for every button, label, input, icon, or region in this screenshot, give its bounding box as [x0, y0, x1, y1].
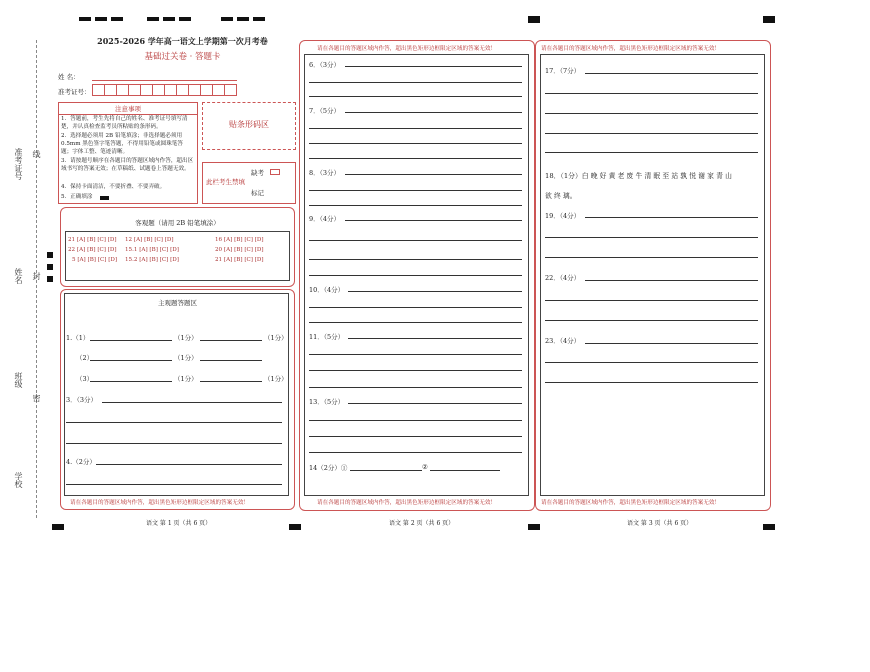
answer-line[interactable]	[66, 422, 282, 423]
answer-line[interactable]	[200, 340, 262, 341]
side-label-seal: 封	[32, 272, 41, 280]
page-footer: 语文 第 2 页（共 6 页）	[389, 520, 455, 527]
answer-line[interactable]	[309, 128, 522, 129]
answer-line[interactable]	[348, 291, 522, 292]
barcode-area	[202, 102, 296, 150]
page-footer: 语文 第 1 页（共 6 页）	[146, 520, 212, 527]
answer-line[interactable]	[585, 73, 758, 74]
answer-line[interactable]	[585, 343, 758, 344]
timing-mark	[763, 524, 775, 530]
answer-line[interactable]	[309, 322, 522, 323]
answer-line[interactable]	[545, 362, 758, 363]
timing-mark	[763, 16, 775, 23]
q1-2-label: （2）	[76, 354, 94, 362]
option-row[interactable]: 22 [A] [B] [C] [D]	[68, 247, 117, 253]
timing-mark	[95, 17, 107, 21]
answer-line[interactable]	[430, 470, 500, 471]
timing-mark	[528, 16, 540, 23]
answer-line[interactable]	[200, 360, 262, 361]
option-row[interactable]: 20 [A] [B] [C] [D]	[215, 247, 264, 253]
answer-line[interactable]	[545, 237, 758, 238]
subjective-title: 主观题答题区	[158, 299, 197, 307]
side-label-class: 班级	[14, 372, 23, 388]
answer-line[interactable]	[309, 82, 522, 83]
answer-line[interactable]	[348, 338, 522, 339]
q4-label: 4.（2分）	[66, 458, 96, 466]
answer-line[interactable]	[350, 470, 422, 471]
option-row[interactable]: 21 [A] [B] [C] [D]	[215, 257, 264, 263]
answer-line[interactable]	[345, 220, 522, 221]
option-row[interactable]: 5 [A] [B] [C] [D]	[72, 257, 118, 263]
answer-line[interactable]	[309, 307, 522, 308]
answer-line[interactable]	[585, 217, 758, 218]
option-row[interactable]: 15.1 [A] [B] [C] [D]	[125, 247, 179, 253]
timing-mark	[179, 17, 191, 21]
q17-label: 17．（7分）	[545, 67, 581, 75]
warning-text: 请在各题目的答题区域内作答，超出黑色矩形边框限定区域的答案无效！	[317, 46, 497, 52]
answer-line[interactable]	[309, 240, 522, 241]
note-item: 1．答题前，考生先将自己的姓名、准考证号填写清楚，并认真检查监考员所粘贴的条形码。	[61, 116, 188, 131]
answer-line[interactable]	[102, 402, 282, 403]
warning-text: 请在各题目的答题区域内作答，超出黑色矩形边框限定区域的答案无效！	[70, 500, 250, 506]
option-row[interactable]: 15.2 [A] [B] [C] [D]	[125, 257, 179, 263]
timing-mark	[163, 17, 175, 21]
q18-text: 18．（1分）白 晚 好 黄 老 废 牛 清 眠 至 站 孰 悦 谢 家 青 山	[545, 172, 732, 180]
answer-line[interactable]	[90, 360, 172, 361]
answer-line[interactable]	[309, 436, 522, 437]
notes-title: 注意事项	[59, 103, 197, 115]
score-label: （1分）	[174, 375, 198, 383]
answer-line[interactable]	[309, 190, 522, 191]
answer-line[interactable]	[309, 354, 522, 355]
timing-mark	[52, 524, 64, 530]
answer-line[interactable]	[200, 381, 262, 382]
warning-text: 请在各题目的答题区域内作答，超出黑色矩形边框限定区域的答案无效！	[541, 500, 721, 506]
absent-label: 缺考	[251, 169, 264, 177]
timing-mark	[79, 17, 91, 21]
side-label-line: 线	[32, 150, 41, 158]
answer-line[interactable]	[90, 381, 172, 382]
note-item: 2．选择题必须用 2B 铅笔填涂；非选择题必须用 0.5mm 黑色签字笔答题，不得用铅笔或圆珠笔答题；字体工整、笔迹清晰。	[61, 133, 183, 156]
answer-line[interactable]	[66, 443, 282, 444]
note-item: 5．正确填涂	[61, 194, 93, 200]
answer-line[interactable]	[545, 257, 758, 258]
score-label: （1分）	[264, 375, 288, 383]
answer-line[interactable]	[348, 403, 522, 404]
exam-id-label: 准考证号：	[58, 88, 91, 96]
warning-text: 请在各题目的答题区域内作答，超出黑色矩形边框限定区域的答案无效！	[541, 46, 721, 52]
answer-line[interactable]	[545, 300, 758, 301]
warning-text: 请在各题目的答题区域内作答，超出黑色矩形边框限定区域的答案无效！	[317, 500, 497, 506]
page-title: 2025-2026 学年高一语文上学期第一次月考卷	[97, 36, 268, 46]
timing-mark	[237, 17, 249, 21]
filled-sample	[100, 196, 109, 200]
answer-line[interactable]	[309, 143, 522, 144]
absent-checkbox[interactable]	[270, 169, 280, 175]
timing-mark	[221, 17, 233, 21]
timing-mark	[253, 17, 265, 21]
q23-label: 23．（4分）	[545, 337, 581, 345]
name-field[interactable]	[92, 80, 237, 81]
score-label: （1分）	[174, 334, 198, 342]
option-row[interactable]: 21 [A] [B] [C] [D]	[68, 237, 117, 243]
answer-line[interactable]	[309, 420, 522, 421]
answer-line[interactable]	[309, 370, 522, 371]
score-label: （1分）	[174, 354, 198, 362]
q13-label: 13．（5分）	[309, 398, 345, 406]
absent-mark-label: 标记	[251, 189, 264, 197]
side-mark	[47, 252, 53, 258]
side-mark	[47, 276, 53, 282]
q19-label: 19．（4分）	[545, 212, 581, 220]
q18-text-cont: 欲 终 璃。	[545, 192, 577, 200]
answer-line[interactable]	[345, 66, 522, 67]
answer-line[interactable]	[309, 387, 522, 388]
answer-line[interactable]	[545, 320, 758, 321]
q14-part2-label: ②	[422, 463, 428, 471]
q9-label: 9．（4分）	[309, 215, 341, 223]
answer-line[interactable]	[545, 152, 758, 153]
q7-label: 7．（5分）	[309, 107, 341, 115]
answer-line[interactable]	[545, 113, 758, 114]
page-footer: 语文 第 3 页（共 6 页）	[627, 520, 693, 527]
q1-3-label: （3）	[76, 375, 94, 383]
page-subtitle: 基础过关卷 · 答题卡	[144, 52, 221, 62]
timing-mark	[147, 17, 159, 21]
answer-line[interactable]	[309, 205, 522, 206]
answer-line[interactable]	[309, 452, 522, 453]
timing-mark	[111, 17, 123, 21]
subjective-inner	[64, 293, 289, 496]
side-label-exam-id: 准考证号	[14, 148, 23, 180]
q1-label: 1.（1）	[66, 334, 90, 342]
answer-line[interactable]	[309, 259, 522, 260]
answer-line[interactable]	[66, 484, 282, 485]
name-label: 姓 名：	[58, 73, 80, 81]
answer-line[interactable]	[345, 112, 522, 113]
objective-title: 客观题（请用 2B 铅笔填涂）	[135, 219, 220, 227]
q11-label: 11．（5分）	[309, 333, 345, 341]
q8-label: 8．（3分）	[309, 169, 341, 177]
timing-mark	[528, 524, 540, 530]
side-label-name: 姓名	[14, 268, 23, 284]
answer-line[interactable]	[545, 93, 758, 94]
barcode-label: 贴条形码区	[229, 120, 269, 129]
q10-label: 10．（4分）	[309, 286, 345, 294]
answer-line[interactable]	[585, 280, 758, 281]
answer-line[interactable]	[90, 340, 172, 341]
q3-label: 3．（3分）	[66, 396, 98, 404]
side-label-school: 学校	[14, 472, 23, 488]
q22-label: 22．（4分）	[545, 274, 581, 282]
answer-line[interactable]	[309, 96, 522, 97]
option-row[interactable]: 16 [A] [B] [C] [D]	[215, 237, 264, 243]
note-item: 4．保持卡面清洁，不要折叠、不要弄破。	[61, 184, 166, 190]
q14-label: 14（2分）①	[309, 464, 348, 472]
answer-line[interactable]	[345, 174, 522, 175]
note-item: 3．请按题号顺序在各题目的答题区域内作答，超出区域书写的答案无效；在草稿纸、试题卷上答题无效。	[61, 158, 194, 173]
timing-mark	[289, 524, 301, 530]
side-mark	[47, 264, 53, 270]
option-row[interactable]: 12 [A] [B] [C] [D]	[125, 237, 174, 243]
answer-line[interactable]	[545, 382, 758, 383]
answer-line[interactable]	[545, 133, 758, 134]
score-label: （1分）	[264, 334, 288, 342]
q6-label: 6．（3分）	[309, 61, 341, 69]
absent-note: 此栏考生禁填	[206, 178, 245, 186]
answer-line[interactable]	[309, 275, 522, 276]
answer-line[interactable]	[309, 158, 522, 159]
side-label-fold: 密	[32, 394, 41, 402]
answer-line[interactable]	[96, 464, 282, 465]
